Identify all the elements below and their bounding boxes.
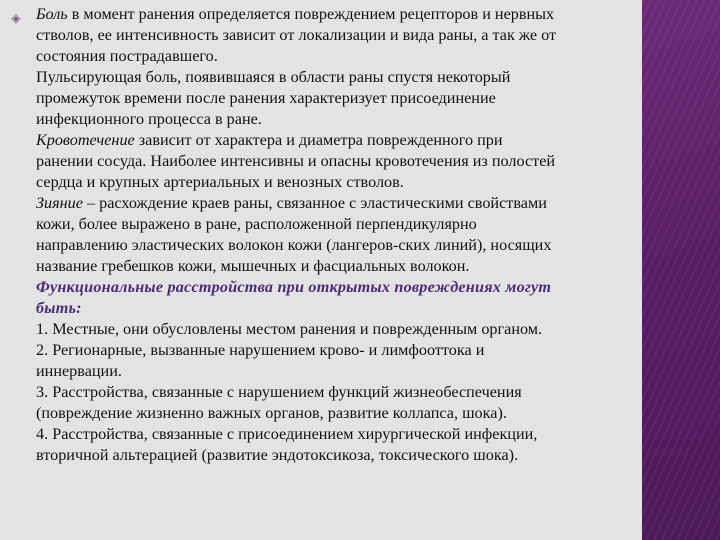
heading-text: Функциональные расстройства при открытых повреждениях могут [36,278,552,296]
line-text: иннервации. [36,362,122,380]
list-item [36,424,537,445]
term-gaping: Зияние [36,194,83,212]
text-line [36,67,510,88]
list-item [36,319,542,340]
text-line [36,235,551,256]
text-line [36,4,554,25]
diamond-bullet-icon: ◈ [11,11,21,25]
line-text: – расхождение краев раны, связанное с эластическими свойствами [82,194,547,212]
line-text: название гребешков кожи, мышечных и фасциальных волокон. [36,257,470,275]
line-text: вторичной альтерацией (развитие эндотоксикоза, токсического шока). [36,446,519,464]
line-text: 2. Регионарные, вызванные нарушением крово- и лимфооттока и [36,341,485,359]
term-bleeding: Кровотечение [36,131,135,149]
line-text: Пульсирующая боль, появившаяся в области раны спустя некоторый [36,68,511,86]
line-text: 1. Местные, они обусловлены местом ранения и поврежденным органом. [36,320,543,338]
line-text: сердца и крупных артериальных и венозных стволов. [36,173,404,191]
text-line [36,361,122,382]
line-text: промежуток времени после ранения характеризует присоединение [36,89,496,107]
line-text: стволов, ее интенсивность зависит от локализации и вида раны, а так же от [36,26,557,44]
line-text: в момент ранения определяется повреждением рецепторов и нервных [67,5,555,23]
line-text: инфекционного процесса в ране. [36,110,262,128]
line-text: направлению эластических волокон кожи (лангеров-ских линий), носящих [36,236,552,254]
text-line [36,130,503,151]
line-text: 3. Расстройства, связанные с нарушением функций жизнеобеспечения [36,383,522,401]
heading-text: быть: [36,299,82,317]
text-line [36,46,218,67]
line-text: (повреждение жизненно важных органов, развитие коллапса, шока). [36,404,507,422]
line-text: состояния пострадавшего. [36,47,218,65]
term-pain: Боль [36,5,68,23]
text-line [36,109,262,130]
text-line [36,256,469,277]
text-line [36,214,477,235]
list-item [36,340,484,361]
text-line [36,25,556,46]
text-line [36,193,547,214]
list-item [36,382,522,403]
slide-text-body [0,4,720,540]
line-text: ранении сосуда. Наиболее интенсивны и опасны кровотечения из полостей [36,152,556,170]
line-text: кожи, более выражено в ране, расположенной перпендикулярно [36,215,477,233]
section-heading [36,298,82,319]
line-text: 4. Расстройства, связанные с присоединением хирургической инфекции, [36,425,538,443]
text-line [36,445,518,466]
text-line [36,151,555,172]
section-heading [36,277,551,298]
text-line [36,403,507,424]
line-text: зависит от характера и диаметра поврежденного при [134,131,503,149]
text-line [36,172,404,193]
text-line [36,88,496,109]
